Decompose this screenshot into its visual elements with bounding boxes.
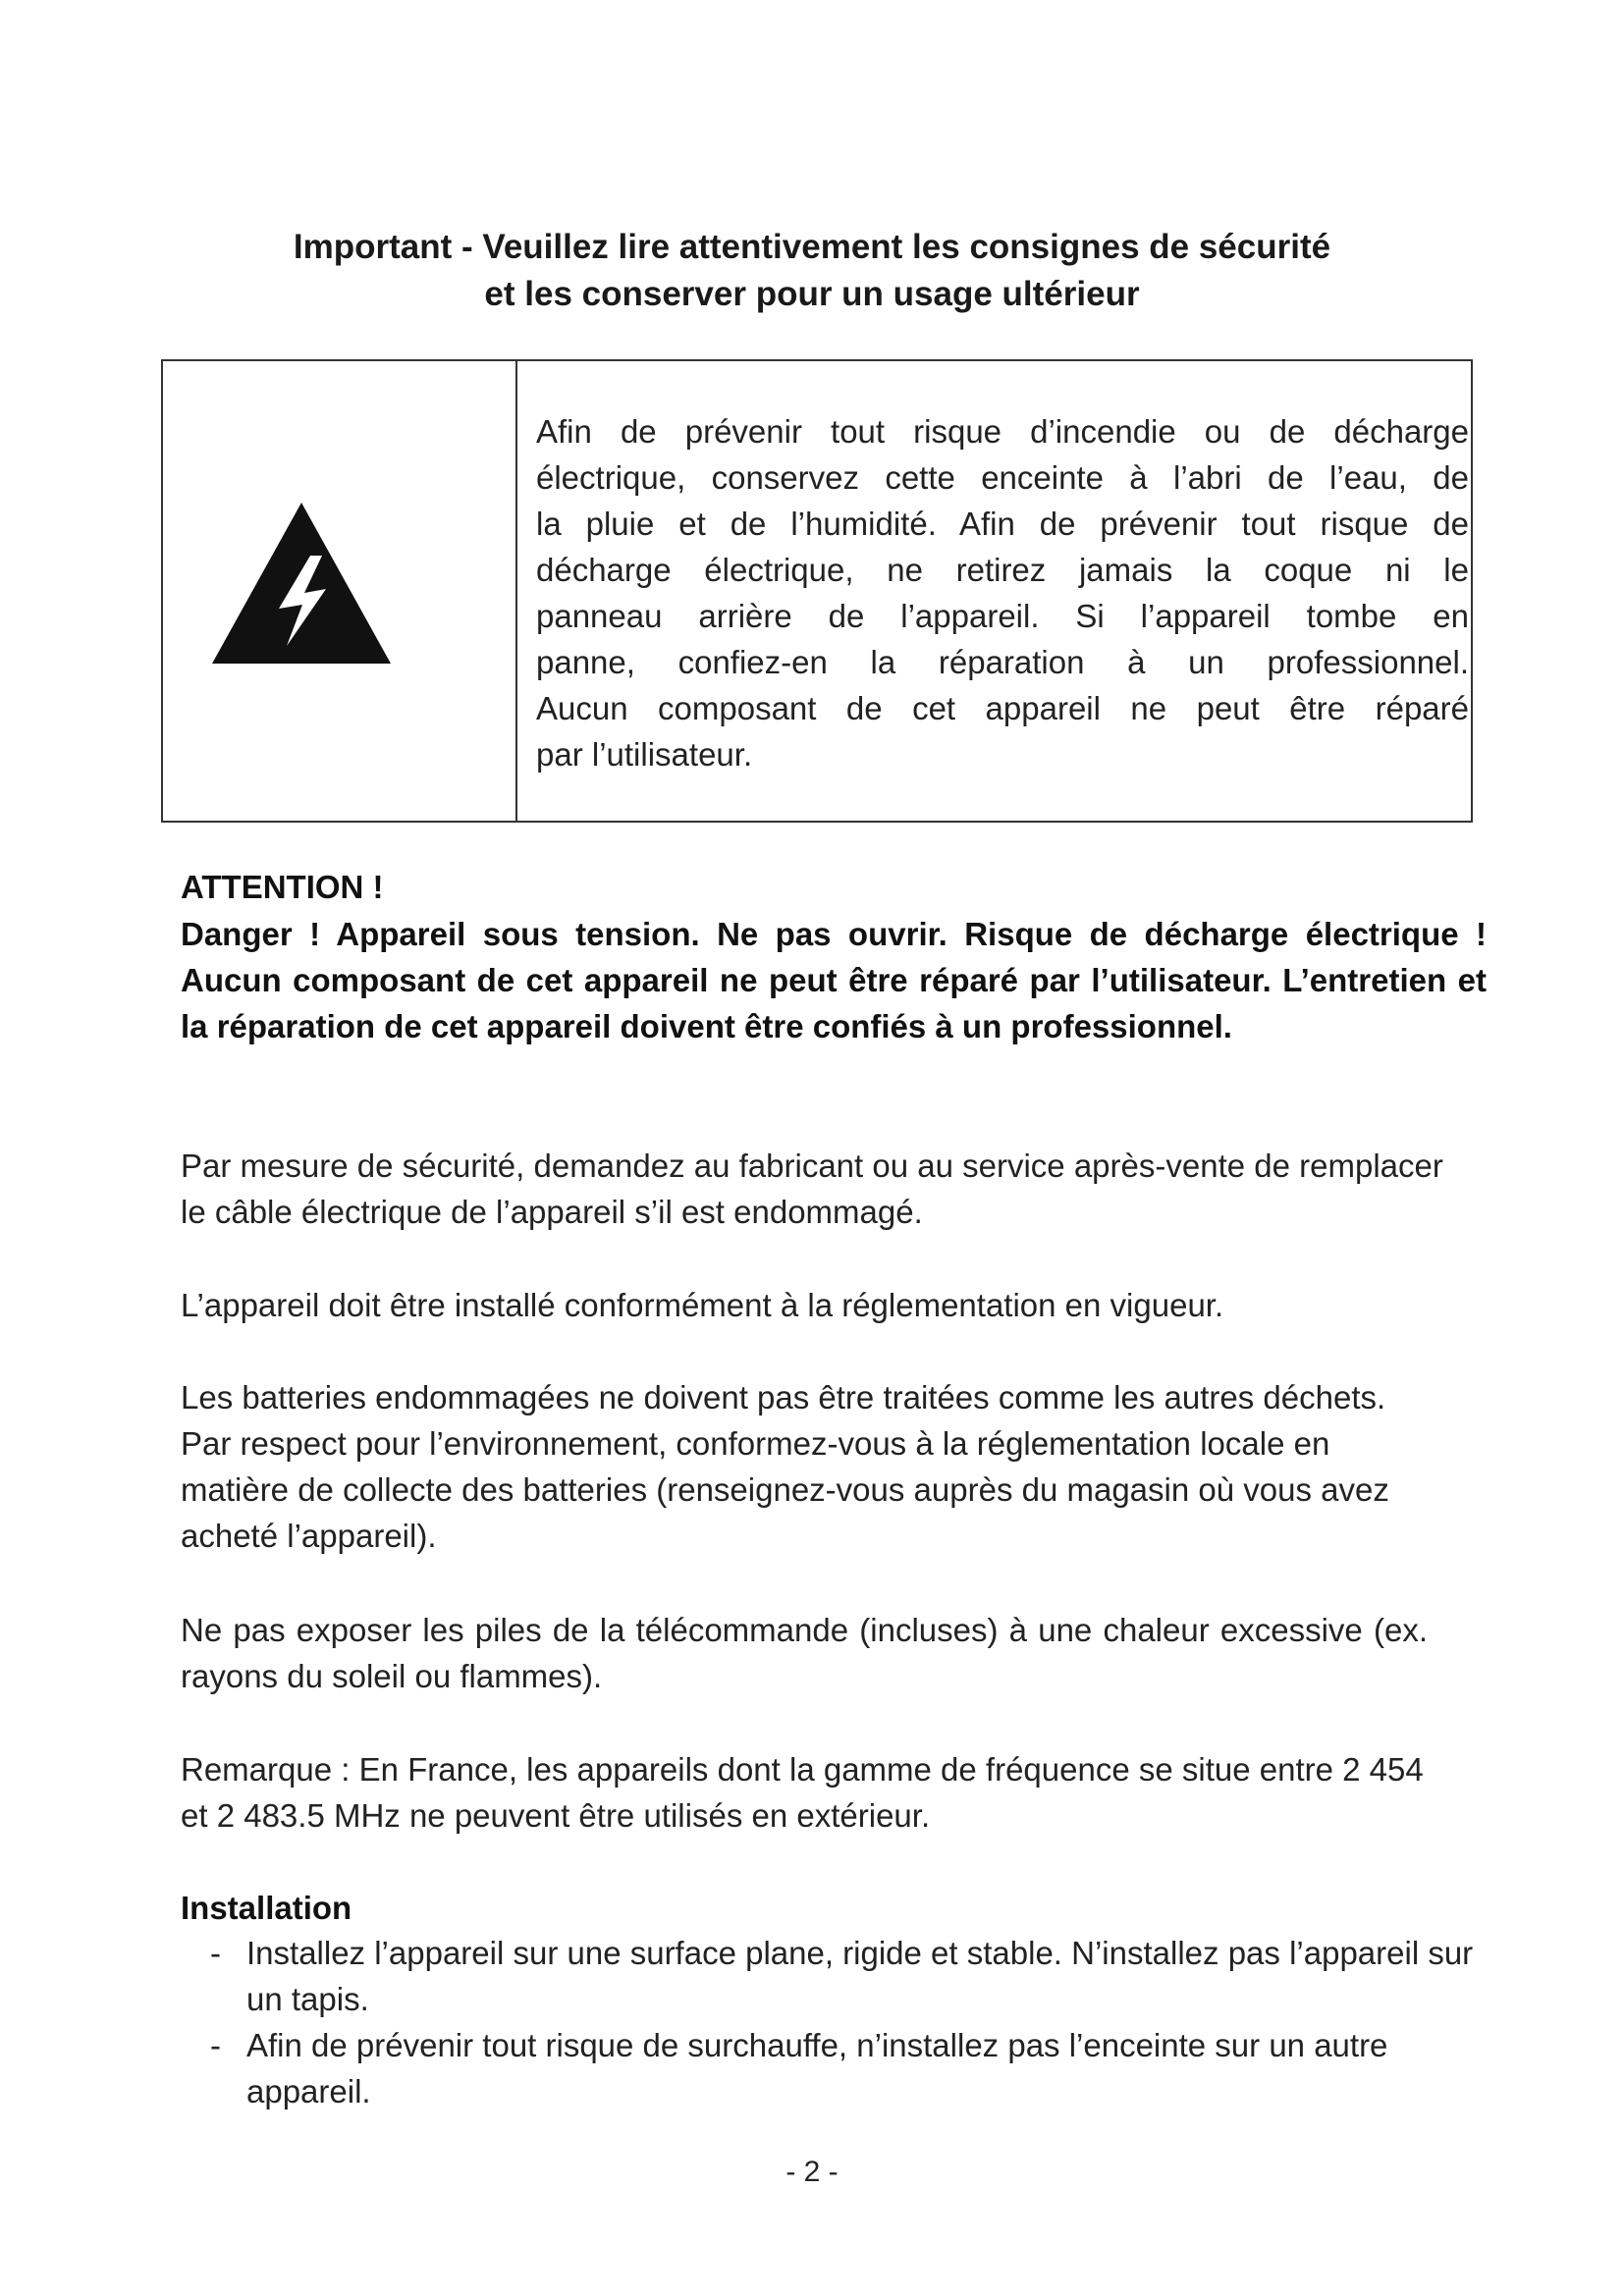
attention-body: Danger ! Appareil sous tension. Ne pas ouvrir. Risque de décharge électrique ! Aucun composant de cet appareil ne peut être réparé par l’utilisateur. L’entretien et la réparation de cet appareil doivent être confiés à un professionnel. xyxy=(181,916,1487,1044)
list-bullet: - xyxy=(210,1935,221,1971)
remote-batteries-paragraph: Ne pas exposer les piles de la télécommande (incluses) à une chaleur excessive (ex. rayons du soleil ou flammes). xyxy=(181,1612,1428,1694)
warning-line: électrique, conservez cette enceinte à l’abri de l’eau, de xyxy=(536,459,1469,496)
page-title xyxy=(0,224,1624,318)
cable-paragraph: Par mesure de sécurité, demandez au fabricant ou au service après-vente de remplacer le câble électrique de l’appareil s’il est endommagé. xyxy=(181,1148,1443,1230)
list-item xyxy=(181,2022,1487,2114)
warning-line: Aucun composant de cet appareil ne peut être réparé xyxy=(536,690,1469,726)
attention-heading: ATTENTION ! xyxy=(181,869,384,905)
list-item-text: Afin de prévenir tout risque de surchauffe, n’installez pas l’enceinte sur un autre appareil. xyxy=(246,2027,1388,2109)
page-title-line-2: et les conserver pour un usage ultérieur xyxy=(484,275,1140,313)
warning-line: panne, confiez-en la réparation à un professionnel. xyxy=(536,644,1469,680)
batteries-paragraph: Les batteries endommagées ne doivent pas être traitées comme les autres déchets. Par respect pour l’environnement, conformez-vous à la réglementation locale en matière de collecte des batteries (renseignez-vous auprès du magasin où vous avez acheté l’appareil). xyxy=(181,1379,1389,1554)
warning-box xyxy=(161,359,1473,823)
electric-shock-warning-icon xyxy=(208,499,395,667)
install-rules-paragraph: L’appareil doit être installé conformément à la réglementation en vigueur. xyxy=(181,1287,1224,1323)
warning-line: par l’utilisateur. xyxy=(536,736,753,773)
warning-line: panneau arrière de l’appareil. Si l’appareil tombe en xyxy=(536,598,1469,634)
page-number: - 2 - xyxy=(785,2156,839,2188)
installation-list xyxy=(181,1930,1487,2114)
page-title-line-1: Important - Veuillez lire attentivement les consignes de sécurité xyxy=(293,228,1331,266)
list-bullet: - xyxy=(210,2027,221,2063)
remark-paragraph: Remarque : En France, les appareils dont la gamme de fréquence se situe entre 2 454 et 2 483.5 MHz ne peuvent être utilisés en extérieur. xyxy=(181,1751,1424,1834)
list-item-text: Installez l’appareil sur une surface plane, rigide et stable. N’installez pas l’appareil sur un tapis. xyxy=(246,1935,1474,2017)
warning-text xyxy=(536,408,1469,777)
list-item xyxy=(181,1930,1487,2022)
installation-heading: Installation xyxy=(181,1890,352,1926)
warning-line: décharge électrique, ne retirez jamais la coque ni le xyxy=(536,552,1469,588)
warning-line: la pluie et de l’humidité. Afin de prévenir tout risque de xyxy=(536,506,1469,542)
warning-icon-cell xyxy=(163,361,517,821)
warning-line: Afin de prévenir tout risque d’incendie ou de décharge xyxy=(536,413,1469,450)
